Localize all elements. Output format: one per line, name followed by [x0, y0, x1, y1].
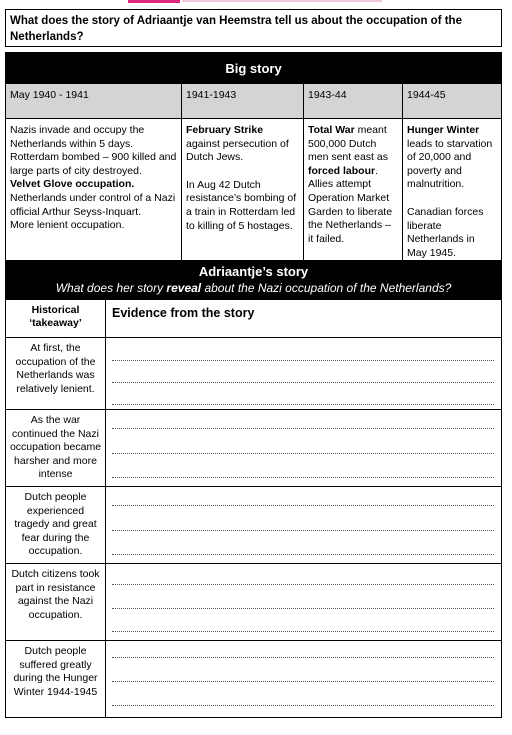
key-term: Total War [308, 124, 355, 136]
period-detail-row [6, 119, 501, 260]
table-row [6, 338, 501, 410]
answer-line[interactable] [112, 428, 494, 429]
detail-line: Nazis invade and occupy the Netherlands within 5 days. [10, 124, 145, 150]
detail-line: More lenient occupation. [10, 219, 125, 232]
answer-line[interactable] [112, 554, 494, 555]
detail-para: Total War meant 500,000 Dutch men sent east as forced labour. [308, 124, 388, 177]
evidence-answer-area[interactable] [106, 338, 501, 409]
takeaway-column-header: Historical ‘takeaway’ [6, 300, 106, 337]
answer-line[interactable] [112, 631, 494, 632]
table-row [6, 487, 501, 564]
takeaway-cell: Dutch citizens took part in resistance against the Nazi occupation. [6, 564, 106, 640]
answer-line[interactable] [112, 584, 494, 585]
answer-line[interactable] [112, 382, 494, 383]
key-term: February Strike [186, 124, 264, 136]
evidence-answer-area[interactable] [106, 641, 501, 717]
header-accent-strip-light [182, 0, 382, 2]
big-story-title: Big story [6, 53, 501, 84]
adriaantje-story-title: Adriaantje’s story [198, 264, 309, 279]
adriaantje-story-subtitle: What does her story reveal about the Nazi occupation of the Netherlands? [55, 281, 452, 295]
detail-line: Netherlands under control of a Nazi official Arthur Seyss-Inquart. [10, 191, 176, 218]
answer-line[interactable] [112, 705, 494, 706]
period-1: May 1940 - 1941 [6, 84, 182, 119]
answer-line[interactable] [112, 657, 494, 658]
period-2: 1941-1943 [182, 84, 304, 119]
detail-para: In Aug 42 Dutch resistance’s bombing of a train in Rotterdam led to killing of 5 hostages. [186, 178, 297, 232]
detail-para: February Strike against persecution of Dutch Jews. [186, 124, 289, 164]
period-2-details [182, 119, 304, 260]
answer-line[interactable] [112, 530, 494, 531]
period-3-details [304, 119, 403, 260]
evidence-header-row [6, 300, 501, 338]
period-1-details [6, 119, 182, 260]
answer-line[interactable] [112, 608, 494, 609]
header-accent-strip [128, 0, 180, 3]
takeaway-cell: At first, the occupation of the Netherlands was relatively lenient. [6, 338, 106, 409]
question-box [5, 9, 502, 47]
answer-line[interactable] [112, 477, 494, 478]
answer-line[interactable] [112, 404, 494, 405]
takeaway-cell: Dutch people experienced tragedy and great fear during the occupation. [6, 487, 106, 563]
evidence-answer-area[interactable] [106, 487, 501, 563]
period-header-row [6, 84, 501, 119]
period-3: 1943-44 [304, 84, 403, 119]
adriaantje-story-banner [6, 260, 501, 300]
evidence-answer-area[interactable] [106, 410, 501, 486]
evidence-answer-area[interactable] [106, 564, 501, 640]
takeaway-cell: As the war continued the Nazi occupation became harsher and more intense [6, 410, 106, 486]
detail-para: Canadian forces liberate Netherlands in May 1945. [407, 205, 484, 259]
table-row [6, 641, 501, 717]
table-row [6, 410, 501, 487]
period-4-details [403, 119, 501, 260]
takeaway-cell: Dutch people suffered greatly during the Hunger Winter 1944-1945 [6, 641, 106, 717]
answer-line[interactable] [112, 505, 494, 506]
detail-line: Velvet Glove occupation. [10, 178, 135, 191]
table-row [6, 564, 501, 641]
detail-para: Hunger Winter leads to starvation of 20,000 and poverty and malnutrition. [407, 124, 493, 191]
worksheet-table [5, 52, 502, 718]
question-text: What does the story of Adriaantje van Heemstra tell us about the occupation of the Netherlands? [10, 15, 462, 43]
answer-line[interactable] [112, 360, 494, 361]
key-term: Hunger Winter [407, 124, 480, 136]
detail-line: Rotterdam bombed – 900 killed and large parts of city destroyed. [10, 151, 177, 177]
period-4: 1944-45 [403, 84, 501, 119]
detail-para: Allies attempt Operation Market Garden to liberate the Netherlands – it failed. [308, 178, 393, 245]
evidence-column-header: Evidence from the story [112, 306, 255, 320]
answer-line[interactable] [112, 453, 494, 454]
key-term: forced labour [308, 164, 376, 177]
answer-line[interactable] [112, 681, 494, 682]
